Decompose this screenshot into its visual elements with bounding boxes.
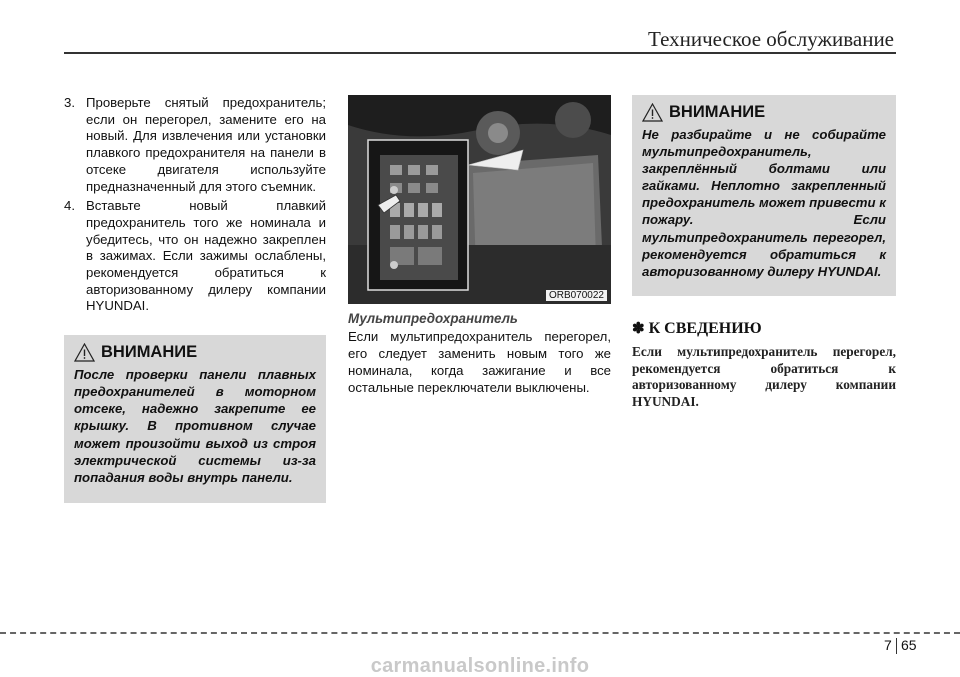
footer-dashed-rule <box>0 632 960 634</box>
warning-header <box>74 343 316 362</box>
step-text: Проверьте снятый предохранитель; если он перегорел, замените его на новый. Для извлечения или установки плавкого предохранителя на панели в отсеке двигателя используйте предназначенный для этого съемник. <box>86 95 326 194</box>
step-number: 3. <box>64 95 75 110</box>
header-rule <box>64 52 896 54</box>
warning-triangle-icon <box>642 103 663 122</box>
multifuse-paragraph: Если мультипредохранитель перегорел, его следует заменить новым того же номинала, когда зажигание и все остальные переключатели выключены. <box>348 329 611 395</box>
step-4 <box>64 198 326 315</box>
step-3 <box>64 95 326 195</box>
info-text: Если мультипредохранитель перегорел, рекомендуется обратиться к авторизованному дилеру компании HYUNDAI. <box>632 344 896 409</box>
asterisk-icon: ✽ <box>632 321 645 337</box>
photo-reference-code: ORB070022 <box>546 290 607 301</box>
warning-title: ВНИМАНИЕ <box>669 103 766 121</box>
multifuse-subtitle: Мультипредохранитель <box>348 311 518 326</box>
chapter-number: 7 <box>884 637 892 653</box>
info-title: К СВЕДЕНИЮ <box>648 319 762 337</box>
step-text: Вставьте новый плавкий предохранитель того же номинала и убедитесь, что он надежно закреплен в зажимах. Если зажимы ослаблены, рекомендуется обратиться к авторизованному дилеру компании HYUNDAI. <box>86 198 326 314</box>
column-middle <box>348 95 611 396</box>
engine-compartment-illustration <box>348 95 611 304</box>
warning-text: После проверки панели плавных предохранителей в моторном отсеке, надежно закрепите ее крышку. В противном случае может произойти выход из строя электрической системы из-за попадания воды внутрь панели. <box>74 367 316 485</box>
engine-fuse-box-photo <box>348 95 611 304</box>
warning-title: ВНИМАНИЕ <box>101 343 198 362</box>
page-number: 65 <box>901 637 917 653</box>
column-right <box>632 95 896 410</box>
column-left <box>64 95 326 503</box>
warning-box-left <box>64 335 326 503</box>
step-number: 4. <box>64 198 75 214</box>
warning-triangle-icon <box>74 343 95 362</box>
page-header-title: Техническое обслуживание <box>648 27 894 51</box>
warning-box-right <box>632 95 896 296</box>
info-heading <box>632 319 896 338</box>
page-number-separator <box>896 638 897 654</box>
watermark: carmanualsonline.info <box>370 655 590 677</box>
warning-text: Не разбирайте и не собирайте мультипредохранитель, закреплённый болтами или гайками. Неплотно закрепленный предохранитель может привести к пожару. Если мультипредохранитель перегорел, рекомендуется обратиться к авторизованному дилеру HYUNDAI. <box>642 127 886 279</box>
warning-header <box>642 103 886 122</box>
